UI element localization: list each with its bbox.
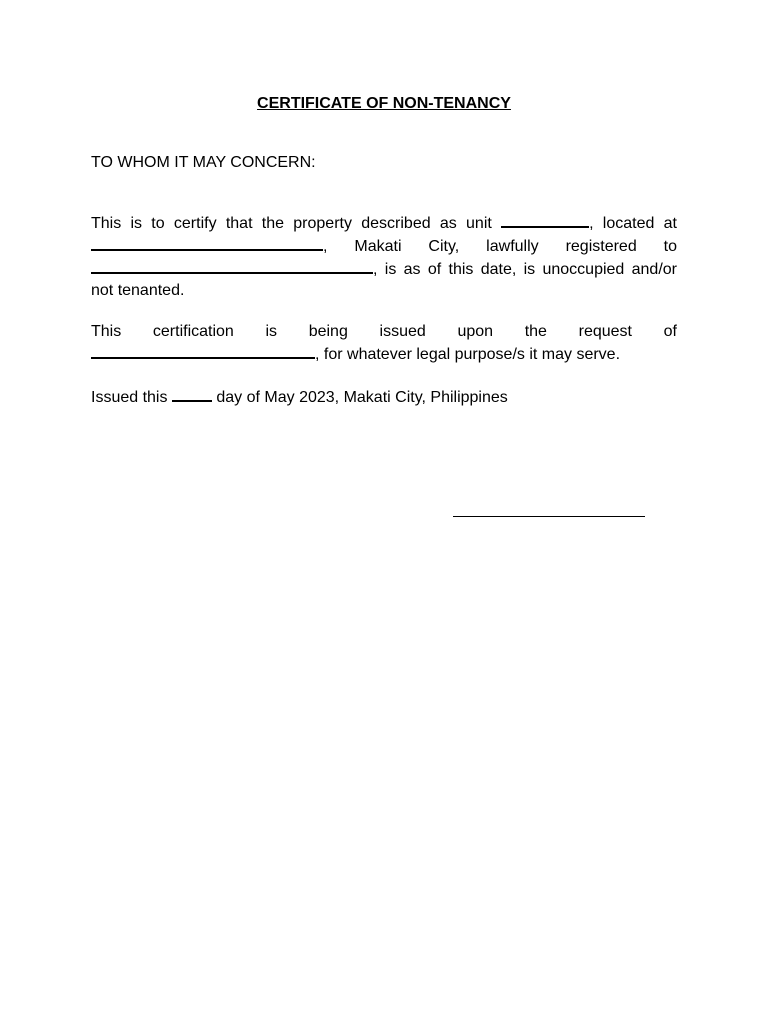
unit-blank xyxy=(501,211,589,228)
day-blank xyxy=(172,385,212,402)
document-body xyxy=(91,93,677,408)
para1-text-1: This is to certify that the property described as unit xyxy=(91,215,502,232)
issued-text-1: Issued this xyxy=(91,389,172,406)
para1-text-4: , is as of this date, is unoccupied and/or not tenanted. xyxy=(91,261,677,299)
document-title: CERTIFICATE OF NON-TENANCY xyxy=(257,95,511,112)
para2-text-1: This certification is being issued upon the request of xyxy=(91,323,677,340)
issued-text-2: day of May 2023, Makati City, Philippines xyxy=(211,389,508,406)
para1-text-2: , located at xyxy=(589,215,677,232)
issued-line xyxy=(91,385,677,408)
signature-line xyxy=(453,516,645,517)
para1-text-3: , Makati City, lawfully registered to xyxy=(323,238,677,255)
salutation: TO WHOM IT MAY CONCERN: xyxy=(91,154,316,171)
requester-blank xyxy=(91,342,315,359)
registered-owner-blank xyxy=(91,257,373,274)
para2-text-2: , for whatever legal purpose/s it may serve. xyxy=(315,346,621,363)
certification-paragraph xyxy=(91,211,677,301)
location-blank xyxy=(91,234,323,251)
request-paragraph xyxy=(91,321,677,365)
